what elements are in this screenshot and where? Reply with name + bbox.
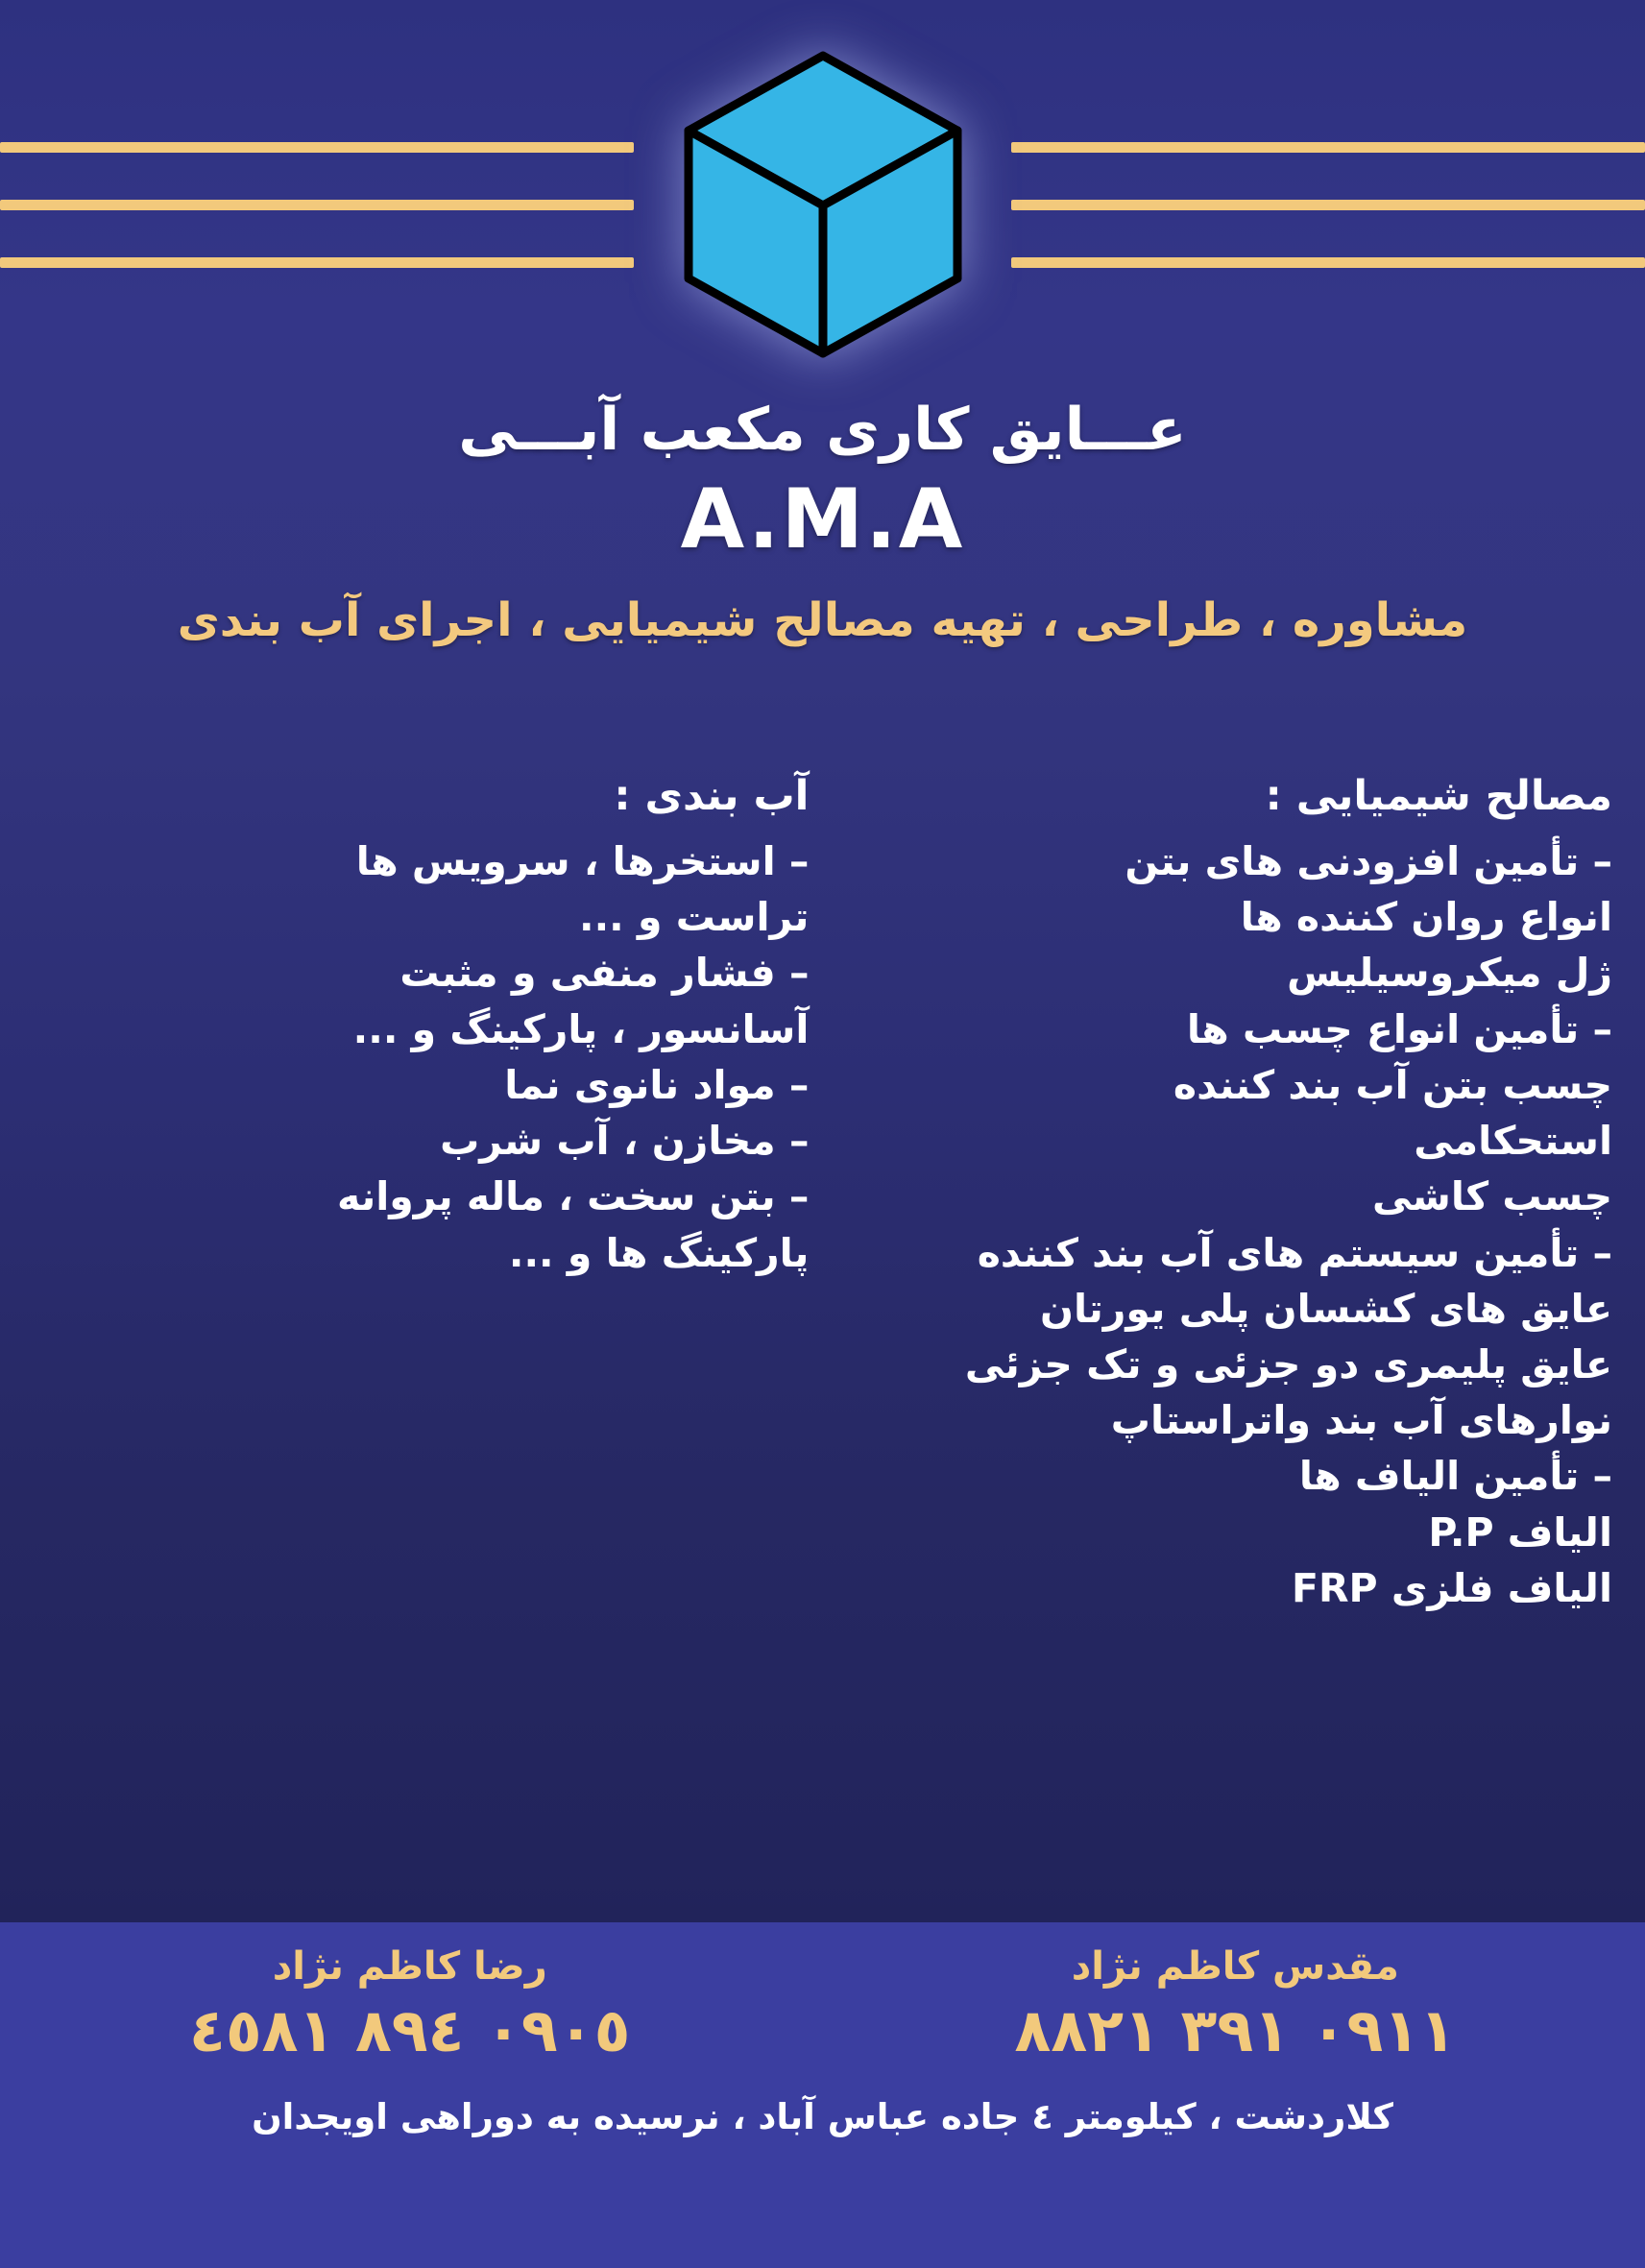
list-item: عایق های کشسان پلی یورتان <box>1039 1285 1612 1332</box>
list-item: عایق پلیمری دو جزئی و تک جزئی <box>964 1341 1612 1388</box>
column-heading-waterproofing: آب بندی : <box>614 772 810 820</box>
footer-contacts <box>29 1943 1616 2066</box>
stripe-right-2 <box>1011 200 1645 210</box>
contact-block-2 <box>855 1943 1616 2066</box>
services-columns <box>0 768 1645 1616</box>
stripe-left-2 <box>0 200 634 210</box>
contact-name: رضا کاظم نژاد <box>272 1944 547 1989</box>
list-item: – تأمین سیستم های آب بند کننده <box>977 1229 1612 1276</box>
list-item: – استخرها ، سرویس ها <box>355 838 810 885</box>
blue-cube-icon <box>665 46 981 363</box>
column-heading-chemicals: مصالح شیمیایی : <box>1265 772 1612 820</box>
chemicals-list <box>845 833 1612 1616</box>
list-item: – فشار منفی و مثبت <box>399 950 810 997</box>
column-waterproofing <box>33 768 812 1616</box>
list-item: – تأمین الیاف ها <box>1298 1453 1612 1500</box>
list-item: انواع روان کننده ها <box>1240 894 1612 941</box>
list-item: – تأمین افزودنی های بتن <box>1125 838 1612 885</box>
stripe-right-3 <box>1011 257 1645 268</box>
title-block <box>0 394 1645 650</box>
list-item: نوارهای آب بند واتراستاپ <box>1110 1397 1612 1444</box>
contact-block-1 <box>29 1943 790 2066</box>
list-item: تراست و ... <box>579 894 810 941</box>
column-chemicals <box>832 768 1612 1616</box>
stripe-right-1 <box>1011 142 1645 153</box>
contact-name: مقدس کاظم نژاد <box>1071 1944 1399 1989</box>
list-item: استحکامی <box>1414 1118 1612 1165</box>
contact-phone[interactable]: ٠٩١١ ٣٩١ ٨٨٢١ <box>1014 1995 1457 2065</box>
list-item: الیاف P.P <box>1428 1508 1612 1556</box>
footer-address: کلاردشت ، کیلومتر ٤ جاده عباس آباد ، نرسیده به دوراهی اویجدان <box>252 2096 1393 2138</box>
list-item: آسانسور ، پارکینگ و ... <box>352 1005 810 1052</box>
contact-phone[interactable]: ٠٩٠٥ ٨٩٤ ٤٥٨١ <box>188 1995 631 2065</box>
list-item: الیاف فلزی FRP <box>1291 1564 1612 1611</box>
list-item: – تأمین انواع چسب ها <box>1186 1005 1612 1052</box>
stripe-left-1 <box>0 142 634 153</box>
page-title-en: A.M.A <box>680 471 965 568</box>
list-item: چسب بتن آب بند کننده <box>1173 1061 1612 1108</box>
footer <box>0 1922 1645 2268</box>
list-item: چسب کاشی <box>1372 1173 1612 1220</box>
list-item: – مواد نانوی نما <box>504 1061 810 1108</box>
page-subtitle: مشاوره ، طراحی ، تهیه مصالح شیمیایی ، اجرای آب بندی <box>177 592 1468 647</box>
waterproofing-list <box>33 833 809 1281</box>
list-item: ژل میکروسیلیس <box>1287 950 1612 997</box>
page-title-fa: عـــایق کاری مکعب آبـــی <box>458 396 1187 464</box>
list-item: – مخازن ، آب شرب <box>440 1118 810 1165</box>
list-item: – بتن سخت ، ماله پروانه <box>336 1173 810 1220</box>
list-item: پارکینگ ها و ... <box>508 1229 810 1276</box>
stripe-left-3 <box>0 257 634 268</box>
